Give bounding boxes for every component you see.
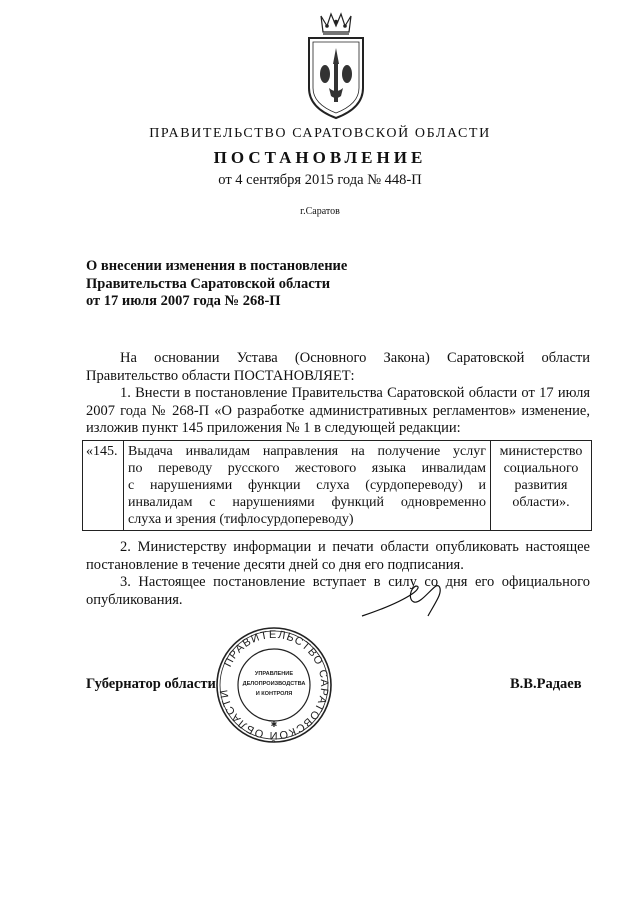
paragraph-line: постановление в течение десяти дней со дня его подписания.: [86, 556, 464, 573]
coat-of-arms-icon: [303, 12, 369, 122]
table-cell-department: [490, 440, 592, 531]
seal-ring-text: ПРАВИТЕЛЬСТВО САРАТОВСКОЙ ОБЛАСТИ: [218, 628, 331, 742]
subject-line: от 17 июля 2007 года № 268-П: [86, 293, 281, 309]
seal-center-line: ДЕЛОПРОИЗВОДСТВА: [242, 681, 306, 687]
service-line: слуха и зрения (тифлосурдопереводу): [128, 512, 354, 527]
item-2-paragraph: [86, 539, 590, 574]
decree-date-number: от 4 сентября 2015 года № 448-П: [218, 172, 422, 188]
item-3-paragraph: [86, 574, 590, 609]
basis-paragraph: [86, 350, 590, 385]
signatory-role: Губернатор области: [86, 676, 216, 692]
item-1-paragraph: [86, 385, 590, 438]
paragraph-line: 2007 года № 268-П «О разработке административных регламентов» изменение,: [86, 402, 590, 419]
department-line: развития: [514, 478, 568, 493]
department-line: области».: [512, 495, 570, 510]
seal-center-line: И КОНТРОЛЯ: [255, 691, 293, 697]
paragraph-line: 1. Внести в постановление Правительства Саратовской области от 17 июля: [120, 385, 590, 401]
paragraph-line: изложив пункт 145 приложения № 1 в следующей редакции:: [86, 420, 461, 436]
table-cell-number: «145.: [82, 440, 124, 531]
paragraph-line: Правительство области ПОСТАНОВЛЯЕТ:: [86, 367, 355, 384]
department-line: социального: [503, 461, 579, 476]
official-seal: [214, 625, 334, 745]
paragraph-line: 3. Настоящее постановление вступает в силу со дня его официального: [120, 574, 590, 590]
service-line: с нарушениями функции слуха (сурдопереводу) и: [128, 478, 486, 493]
handwritten-signature: [360, 580, 450, 620]
service-line: по переводу русского жестового языка инвалидам: [128, 461, 486, 476]
decree-city: г.Саратов: [300, 206, 340, 217]
table-cell-service: [123, 440, 491, 531]
subject-line: О внесении изменения в постановление: [86, 258, 348, 274]
paragraph-line: опубликования.: [86, 591, 183, 608]
decree-subject: [86, 258, 416, 311]
seal-center-line: УПРАВЛЕНИЕ: [254, 671, 294, 677]
amendment-table: [82, 440, 592, 531]
seal-star-icon: ✱: [270, 720, 278, 729]
signatory-name: В.В.Радаев: [510, 676, 582, 692]
paragraph-line: На основании Устава (Основного Закона) Саратовской области: [120, 350, 590, 366]
document-type-title: ПОСТАНОВЛЕНИЕ: [213, 148, 427, 167]
government-name: ПРАВИТЕЛЬСТВО САРАТОВСКОЙ ОБЛАСТИ: [149, 126, 491, 141]
department-line: министерство: [499, 444, 583, 459]
paragraph-line: 2. Министерству информации и печати области опубликовать настоящее: [120, 539, 590, 555]
service-line: инвалидам с нарушениями функций одновременно: [128, 495, 486, 510]
subject-line: Правительства Саратовской области: [86, 275, 331, 292]
service-line: Выдача инвалидам направления на получение услуг: [128, 444, 486, 459]
